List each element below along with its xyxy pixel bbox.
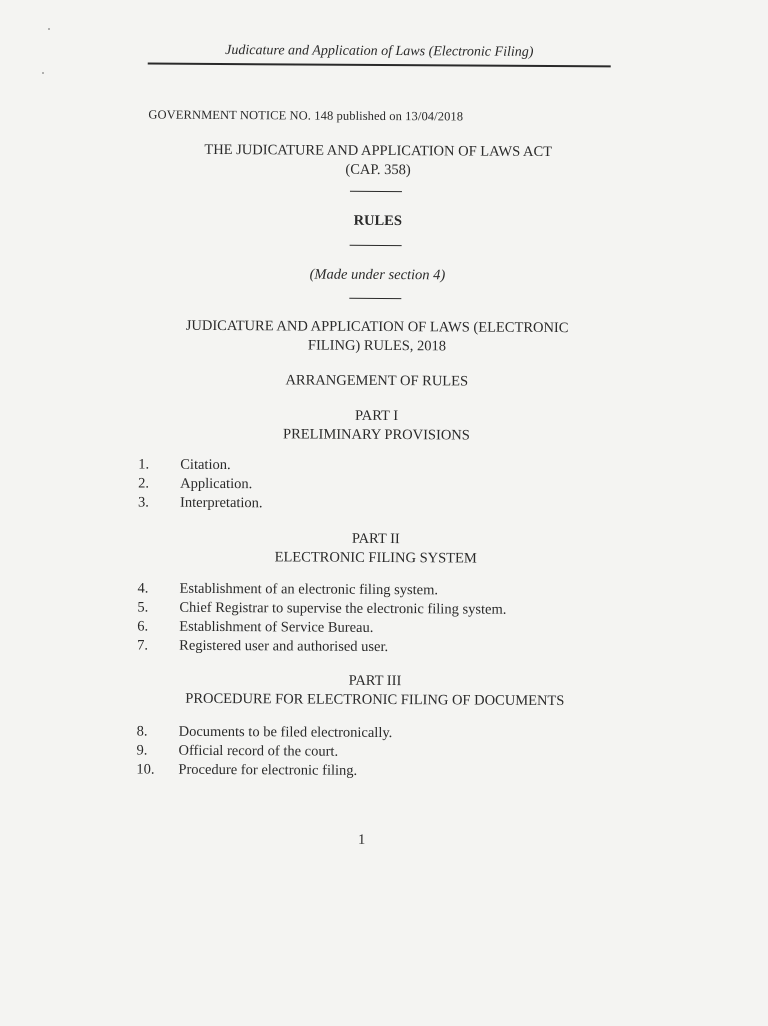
part-heading bbox=[140, 406, 612, 447]
list-item bbox=[136, 741, 392, 762]
rules-list bbox=[136, 722, 392, 781]
running-header: Judicature and Application of Laws (Electronic Filing) bbox=[225, 43, 534, 60]
rule-number: 6. bbox=[137, 618, 149, 635]
government-notice: GOVERNMENT NOTICE NO. 148 published on 13/04/2018 bbox=[148, 107, 464, 124]
rules-heading: RULES bbox=[353, 212, 402, 230]
rule-number: 7. bbox=[137, 637, 149, 654]
list-item bbox=[136, 760, 392, 781]
rule-number: 3. bbox=[138, 494, 149, 511]
rule-number: 9. bbox=[136, 742, 148, 759]
divider-rule bbox=[349, 298, 401, 299]
list-item bbox=[138, 493, 263, 513]
scan-speck bbox=[48, 28, 50, 30]
header-rule bbox=[148, 63, 611, 68]
list-item bbox=[138, 474, 263, 494]
rule-text: Establishment of Service Bureau. bbox=[179, 618, 374, 636]
list-item bbox=[137, 598, 506, 619]
rule-text: Chief Registrar to supervise the electronic filing system. bbox=[179, 599, 507, 618]
rule-text: Documents to be filed electronically. bbox=[178, 723, 393, 742]
rule-text: Procedure for electronic filing. bbox=[178, 761, 358, 779]
rules-list bbox=[137, 579, 506, 657]
part-label: PART I bbox=[355, 407, 399, 425]
part-heading bbox=[140, 529, 612, 570]
rule-number: 5. bbox=[137, 599, 149, 616]
act-title-line2: (CAP. 358) bbox=[345, 161, 411, 179]
part-label: PART II bbox=[351, 530, 400, 548]
scan-speck bbox=[42, 72, 44, 74]
list-item bbox=[137, 636, 506, 657]
rules-title bbox=[141, 317, 613, 358]
rule-number: 1. bbox=[138, 456, 150, 473]
page-number: 1 bbox=[357, 831, 366, 848]
part-label: PART III bbox=[348, 672, 402, 690]
part-title: PROCEDURE FOR ELECTRONIC FILING OF DOCUMENTS bbox=[185, 690, 565, 710]
act-title bbox=[142, 141, 614, 182]
divider-rule bbox=[350, 245, 402, 246]
rules-title-line1: JUDICATURE AND APPLICATION OF LAWS (ELECTRONIC bbox=[185, 317, 569, 337]
part-heading bbox=[139, 671, 611, 712]
rule-text: Establishment of an electronic filing system. bbox=[179, 580, 439, 599]
rule-number: 10. bbox=[136, 761, 155, 778]
rule-text: Interpretation. bbox=[180, 494, 263, 512]
act-title-line1: THE JUDICATURE AND APPLICATION OF LAWS ACT bbox=[204, 141, 553, 161]
list-item bbox=[137, 579, 506, 600]
part-title: ELECTRONIC FILING SYSTEM bbox=[274, 549, 477, 567]
divider-rule bbox=[350, 191, 402, 192]
arrangement-heading: ARRANGEMENT OF RULES bbox=[285, 372, 469, 390]
rule-text: Official record of the court. bbox=[178, 742, 339, 760]
rule-number: 2. bbox=[138, 475, 150, 492]
rule-text: Registered user and authorised user. bbox=[179, 637, 389, 656]
list-item bbox=[138, 455, 263, 475]
rules-list bbox=[138, 455, 263, 513]
part-title: PRELIMINARY PROVISIONS bbox=[283, 426, 470, 444]
rules-title-line2: FILING) RULES, 2018 bbox=[307, 337, 447, 355]
rule-text: Application. bbox=[180, 475, 253, 493]
list-item bbox=[137, 722, 393, 743]
rule-text: Citation. bbox=[180, 456, 231, 474]
made-under-section: (Made under section 4) bbox=[309, 266, 446, 284]
rule-number: 8. bbox=[136, 723, 148, 740]
rule-number: 4. bbox=[137, 580, 149, 597]
list-item bbox=[137, 617, 506, 638]
